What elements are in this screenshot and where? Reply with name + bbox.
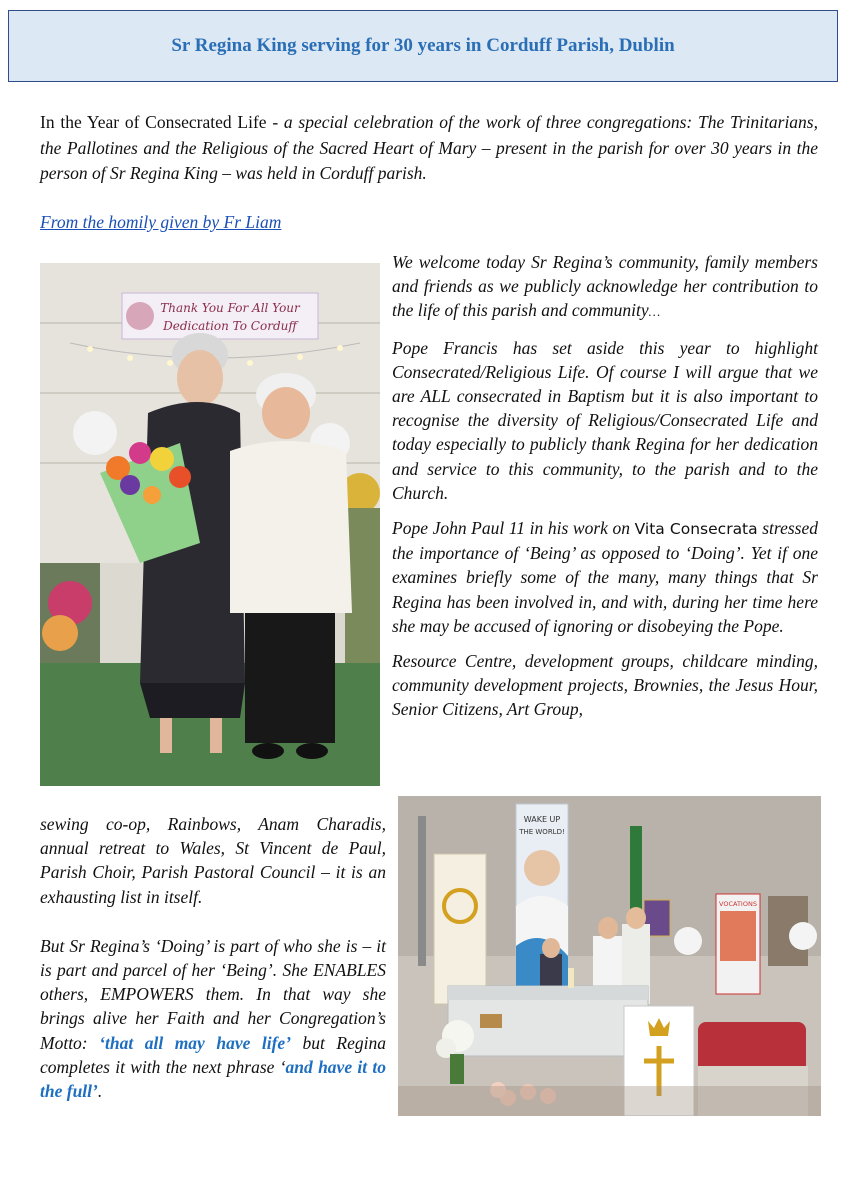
right-column [392, 250, 818, 733]
paragraph-welcome: We welcome today Sr Regina’s community, family members and friends as we publicly acknowledge her contribution to the life of this parish and community… [392, 252, 818, 321]
banner-line-2: Dedication To Corduff [163, 319, 297, 333]
paragraph-activities-end: sewing co-op, Rainbows, Anam Charadis, annual retreat to Wales, St Vincent de Paul, Parish Choir, Parish Pastoral Council – it is an exhausting list in itself. [40, 814, 386, 907]
paragraph-activities-start: Resource Centre, development groups, childcare minding, community development projects, Brownies, the Jesus Hour, Senior Citizens, Art Group, [392, 651, 818, 720]
homily-link[interactable]: From the homily given by Fr Liam [40, 212, 282, 232]
banner-wake-up: WAKE UP [523, 815, 561, 824]
intro-lead: In the Year of Consecrated Life - [40, 112, 284, 132]
page-title: Sr Regina King serving for 30 years in Corduff Parish, Dublin [171, 35, 675, 56]
paragraph-john-paul: Pope John Paul 11 in his work on Vita Consecrata stressed the importance of ‘Being’ as opposed to ‘Doing’. Yet if one examines briefly some of the many, many things that Sr Regina has been involved in, and with, during her time here she may be accused of ignoring or disobeying the Pope. [392, 518, 818, 636]
poster-vocations: VOCATIONS [719, 900, 757, 908]
paragraph-being-doing: But Sr Regina’s ‘Doing’ is part of who she is – it is part and parcel of her ‘Being’. She ENABLES others, EMPOWERS them. In that way she brings alive her Faith and her Congregation’s Motto: ‘that all may have life’ but Regina completes it with the next phrase ‘and have it to the full’. [40, 935, 386, 1102]
ellipsis: … [648, 304, 661, 320]
vita-consecrata: Vita Consecrata [634, 520, 758, 539]
motto-full: and have it to the full’ [40, 1056, 386, 1102]
title-box [8, 10, 838, 82]
banner-the-world: THE WORLD! [519, 828, 565, 836]
photo-regina-flowers [40, 263, 380, 786]
banner-line-1: Thank You For All Your [160, 301, 300, 315]
intro-paragraph [40, 110, 818, 187]
paragraph-pope-francis: Pope Francis has set aside this year to highlight Consecrated/Religious Life. Of course I will argue that we are ALL consecrated in Baptism but it is also important to recognise the diversity of Religious/Consecrated Life and today especially to publicly thank Regina for her dedication and service to this community, to the parish and to the Church. [392, 337, 818, 503]
left-column [40, 812, 386, 1128]
intro-body: a special celebration of the work of three congregations: The Trinitarians, the Pallotines and the Religious of the Sacred Heart of Mary – present in the parish for over 30 years in the person of Sr Regina King – was held in Corduff parish. [40, 112, 818, 183]
motto-life: ‘that all may have life’ [99, 1032, 292, 1053]
photo-church-altar [398, 796, 821, 1116]
